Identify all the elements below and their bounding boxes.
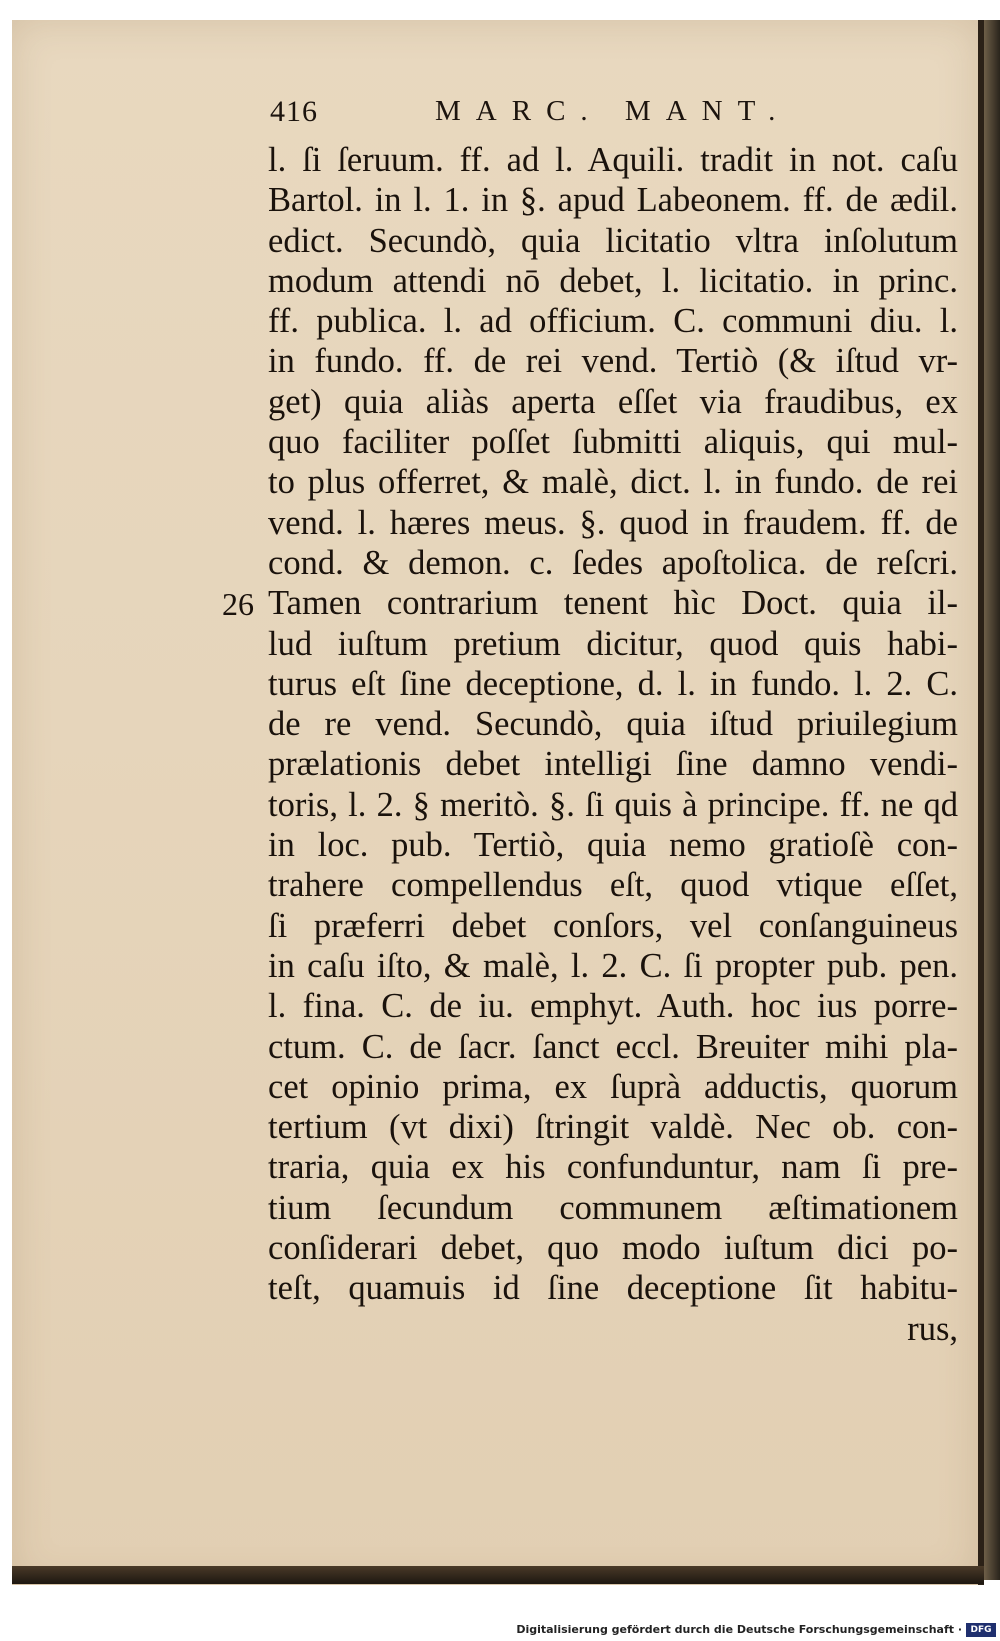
text-line: tium ſecundum communem æſtimationem [268, 1188, 958, 1227]
text-line: trahere compellendus eſt, quod vtique eſſet, [268, 866, 958, 905]
text-line: in loc. pub. Tertiò, quia nemo gratioſè con- [268, 826, 958, 865]
running-head [270, 95, 830, 135]
text-line: prælationis debet intelligi ſine damno vendi- [268, 745, 958, 784]
text-line: tertium (vt dixi) ſtringit valdè. Nec ob. con- [268, 1108, 958, 1147]
text-line: modum attendi nō debet, l. licitatio. in princ. [268, 261, 958, 300]
text-line: l. ſi ſeruum. ff. ad l. Aquili. tradit in not. caſu [268, 141, 958, 179]
text-line: edict. Secundò, quia licitatio vltra inſolutum [268, 221, 958, 260]
text-line: conſiderari debet, quo modo iuſtum dici po- [268, 1229, 958, 1268]
text-line: lud iuſtum pretium dicitur, quod quis habi- [268, 624, 958, 663]
catchword: rus, [907, 1309, 958, 1348]
text-line: Tamen contrarium tenent hìc Doct. quia il- [268, 584, 958, 623]
text-line: cond. & demon. c. ſedes apoſtolica. de reſcri. [268, 543, 958, 582]
funding-credit: Digitalisierung gefördert durch die Deutsche Forschungsgemeinschaft · [516, 1623, 962, 1636]
running-title: MARC. MANT. [435, 95, 791, 127]
text-line: in fundo. ff. de rei vend. Tertiò (& iſtud vr- [268, 342, 958, 381]
text-line: to plus offerret, & malè, dict. l. in fundo. de rei [268, 463, 958, 502]
text-line: toris, l. 2. § meritò. §. ſi quis à principe. ff. ne qd [268, 785, 958, 824]
text-line: vend. l. hæres meus. §. quod in fraudem. ff. de [268, 503, 958, 542]
marginal-number: 26 [222, 586, 254, 622]
text-line: get) quia aliàs aperta eſſet via fraudibus, ex [268, 382, 958, 421]
text-line: ctum. C. de ſacr. ſanct eccl. Breuiter mihi pla- [268, 1027, 958, 1066]
text-line: ſi præferri debet conſors, vel conſanguineus [268, 906, 958, 945]
body-text [268, 140, 958, 1349]
text-line: teſt, quamuis id ſine deceptione ſit habitu- [268, 1269, 958, 1308]
text-line: traria, quia ex his confunduntur, nam ſi pre- [268, 1148, 958, 1187]
text-line: Bartol. in l. 1. in §. apud Labeonem. ff. de ædil. [268, 181, 958, 220]
page-number: 416 [270, 95, 318, 128]
text-line: ff. publica. l. ad officium. C. communi diu. l. [268, 302, 958, 341]
dfg-logo-icon: DFG [966, 1623, 996, 1637]
text-line: de re vend. Secundò, quia iſtud priuilegium [268, 705, 958, 744]
footer-bar [0, 1620, 1000, 1641]
text-line: cet opinio prima, ex ſuprà adductis, quorum [268, 1067, 958, 1106]
text-line: l. fina. C. de iu. emphyt. Auth. hoc ius porre- [268, 987, 958, 1026]
text-line: turus eſt ſine deceptione, d. l. in fundo. l. 2. C. [268, 664, 958, 703]
text-line: in caſu iſto, & malè, l. 2. C. ſi propter pub. pen. [268, 946, 958, 985]
page-bottom-edge [12, 1566, 984, 1584]
text-line: quo faciliter poſſet ſubmitti aliquis, qui mul- [268, 423, 958, 462]
